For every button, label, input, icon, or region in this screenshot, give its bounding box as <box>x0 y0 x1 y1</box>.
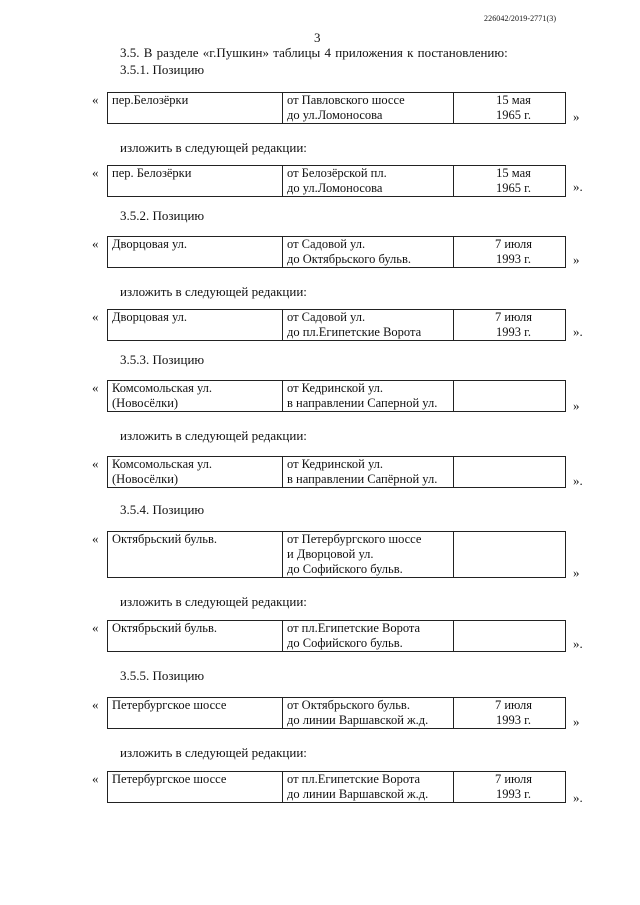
street-cell <box>108 532 283 578</box>
street-cell <box>108 772 283 803</box>
quote-close: ». <box>573 636 583 651</box>
route-cell <box>283 457 454 488</box>
date-line: 7 июля <box>494 698 533 712</box>
date-cell <box>454 532 566 578</box>
route-cell <box>283 772 454 803</box>
position-table <box>107 165 566 197</box>
section-heading-3-5-1: 3.5.1. Позицию <box>120 62 205 77</box>
route-cell <box>283 698 454 729</box>
date-cell <box>454 621 566 652</box>
document-id: 226042/2019-2771(3) <box>484 14 557 23</box>
street-cell <box>108 381 283 412</box>
date-line: 7 июля <box>494 310 533 324</box>
position-table <box>107 92 566 124</box>
quote-open: « <box>92 92 99 107</box>
section-heading-3-5-2: 3.5.2. Позицию <box>120 208 205 223</box>
edit-label: изложить в следующей редакции: <box>120 140 307 155</box>
quote-close: » <box>573 398 580 413</box>
route-cell <box>283 381 454 412</box>
quote-open: « <box>92 620 99 635</box>
position-table <box>107 771 566 803</box>
route-line: до Софийского бульв. <box>287 636 403 650</box>
date-cell <box>454 93 566 124</box>
date-cell <box>454 381 566 412</box>
date-line: 1993 г. <box>496 252 531 266</box>
route-line: до линии Варшавской ж.д. <box>287 787 429 801</box>
date-cell <box>454 457 566 488</box>
route-line: до ул.Ломоносова <box>287 181 383 195</box>
date-line: 15 мая <box>496 93 531 107</box>
route-line: от пл.Египетские Ворота <box>287 772 421 786</box>
quote-close: ». <box>573 324 583 339</box>
route-cell <box>283 237 454 268</box>
edit-label: изложить в следующей редакции: <box>120 745 307 760</box>
street-line: Петербургское шоссе <box>112 772 227 786</box>
date-line: 7 июля <box>494 772 533 786</box>
street-line: Октябрьский бульв. <box>112 621 217 635</box>
page-number: 3 <box>314 30 321 45</box>
street-line: Дворцовая ул. <box>112 310 188 324</box>
date-line: 1965 г. <box>496 108 531 122</box>
street-line: (Новосёлки) <box>112 396 179 410</box>
route-line: в направлении Сапёрной ул. <box>287 472 438 486</box>
route-line: до Октябрьского бульв. <box>287 252 412 266</box>
position-table <box>107 456 566 488</box>
street-cell <box>108 621 283 652</box>
street-line: Петербургское шоссе <box>112 698 227 712</box>
quote-close: ». <box>573 179 583 194</box>
street-cell <box>108 237 283 268</box>
route-line: до пл.Египетские Ворота <box>287 325 422 339</box>
section-heading-3-5-4: 3.5.4. Позицию <box>120 502 205 517</box>
quote-close: » <box>573 252 580 267</box>
date-cell <box>454 237 566 268</box>
route-cell <box>283 166 454 197</box>
street-line: Комсомольская ул. <box>112 381 213 395</box>
route-line: от Садовой ул. <box>287 237 366 251</box>
street-line: (Новосёлки) <box>112 472 179 486</box>
date-line: 1993 г. <box>496 713 531 727</box>
street-cell <box>108 457 283 488</box>
route-line: от Петербургского шоссе <box>287 532 422 546</box>
quote-open: « <box>92 697 99 712</box>
route-line: от пл.Египетские Ворота <box>287 621 421 635</box>
position-table <box>107 309 566 341</box>
date-cell <box>454 310 566 341</box>
route-line: от Белозёрской пл. <box>287 166 387 180</box>
position-table <box>107 236 566 268</box>
date-line: 1993 г. <box>496 325 531 339</box>
date-cell <box>454 772 566 803</box>
quote-close: » <box>573 565 580 580</box>
section-heading-3-5-3: 3.5.3. Позицию <box>120 352 205 367</box>
route-cell <box>283 621 454 652</box>
quote-close: » <box>573 109 580 124</box>
quote-open: « <box>92 531 99 546</box>
route-line: от Павловского шоссе <box>287 93 405 107</box>
position-table <box>107 380 566 412</box>
route-line: от Кедринской ул. <box>287 457 384 471</box>
section-heading-3-5-5: 3.5.5. Позицию <box>120 668 205 683</box>
street-line: пер.Белозёрки <box>112 93 189 107</box>
edit-label: изложить в следующей редакции: <box>120 284 307 299</box>
route-line: и Дворцовой ул. <box>287 547 374 561</box>
route-line: до ул.Ломоносова <box>287 108 383 122</box>
street-cell <box>108 310 283 341</box>
date-line: 7 июля <box>494 237 533 251</box>
route-line: в направлении Саперной ул. <box>287 396 438 410</box>
route-cell <box>283 310 454 341</box>
route-cell <box>283 532 454 578</box>
street-cell <box>108 93 283 124</box>
quote-open: « <box>92 309 99 324</box>
date-cell <box>454 166 566 197</box>
date-cell <box>454 698 566 729</box>
intro-paragraph: 3.5. В разделе «г.Пушкин» таблицы 4 приложения к постановлению: <box>120 45 508 60</box>
position-table <box>107 697 566 729</box>
quote-close: ». <box>573 473 583 488</box>
edit-label: изложить в следующей редакции: <box>120 594 307 609</box>
street-cell <box>108 166 283 197</box>
street-cell <box>108 698 283 729</box>
route-cell <box>283 93 454 124</box>
quote-open: « <box>92 771 99 786</box>
street-line: Дворцовая ул. <box>112 237 188 251</box>
edit-label: изложить в следующей редакции: <box>120 428 307 443</box>
date-line: 1965 г. <box>496 181 531 195</box>
quote-close: » <box>573 714 580 729</box>
date-line: 1993 г. <box>496 787 531 801</box>
route-line: от Октябрьского бульв. <box>287 698 410 712</box>
quote-open: « <box>92 456 99 471</box>
quote-open: « <box>92 165 99 180</box>
date-line: 15 мая <box>496 166 531 180</box>
quote-open: « <box>92 380 99 395</box>
position-table <box>107 620 566 652</box>
street-line: Октябрьский бульв. <box>112 532 217 546</box>
street-line: пер. Белозёрки <box>112 166 192 180</box>
position-table <box>107 531 566 578</box>
route-line: от Садовой ул. <box>287 310 366 324</box>
quote-open: « <box>92 236 99 251</box>
route-line: до линии Варшавской ж.д. <box>287 713 429 727</box>
route-line: до Софийского бульв. <box>287 562 403 576</box>
quote-close: ». <box>573 790 583 805</box>
route-line: от Кедринской ул. <box>287 381 384 395</box>
street-line: Комсомольская ул. <box>112 457 213 471</box>
